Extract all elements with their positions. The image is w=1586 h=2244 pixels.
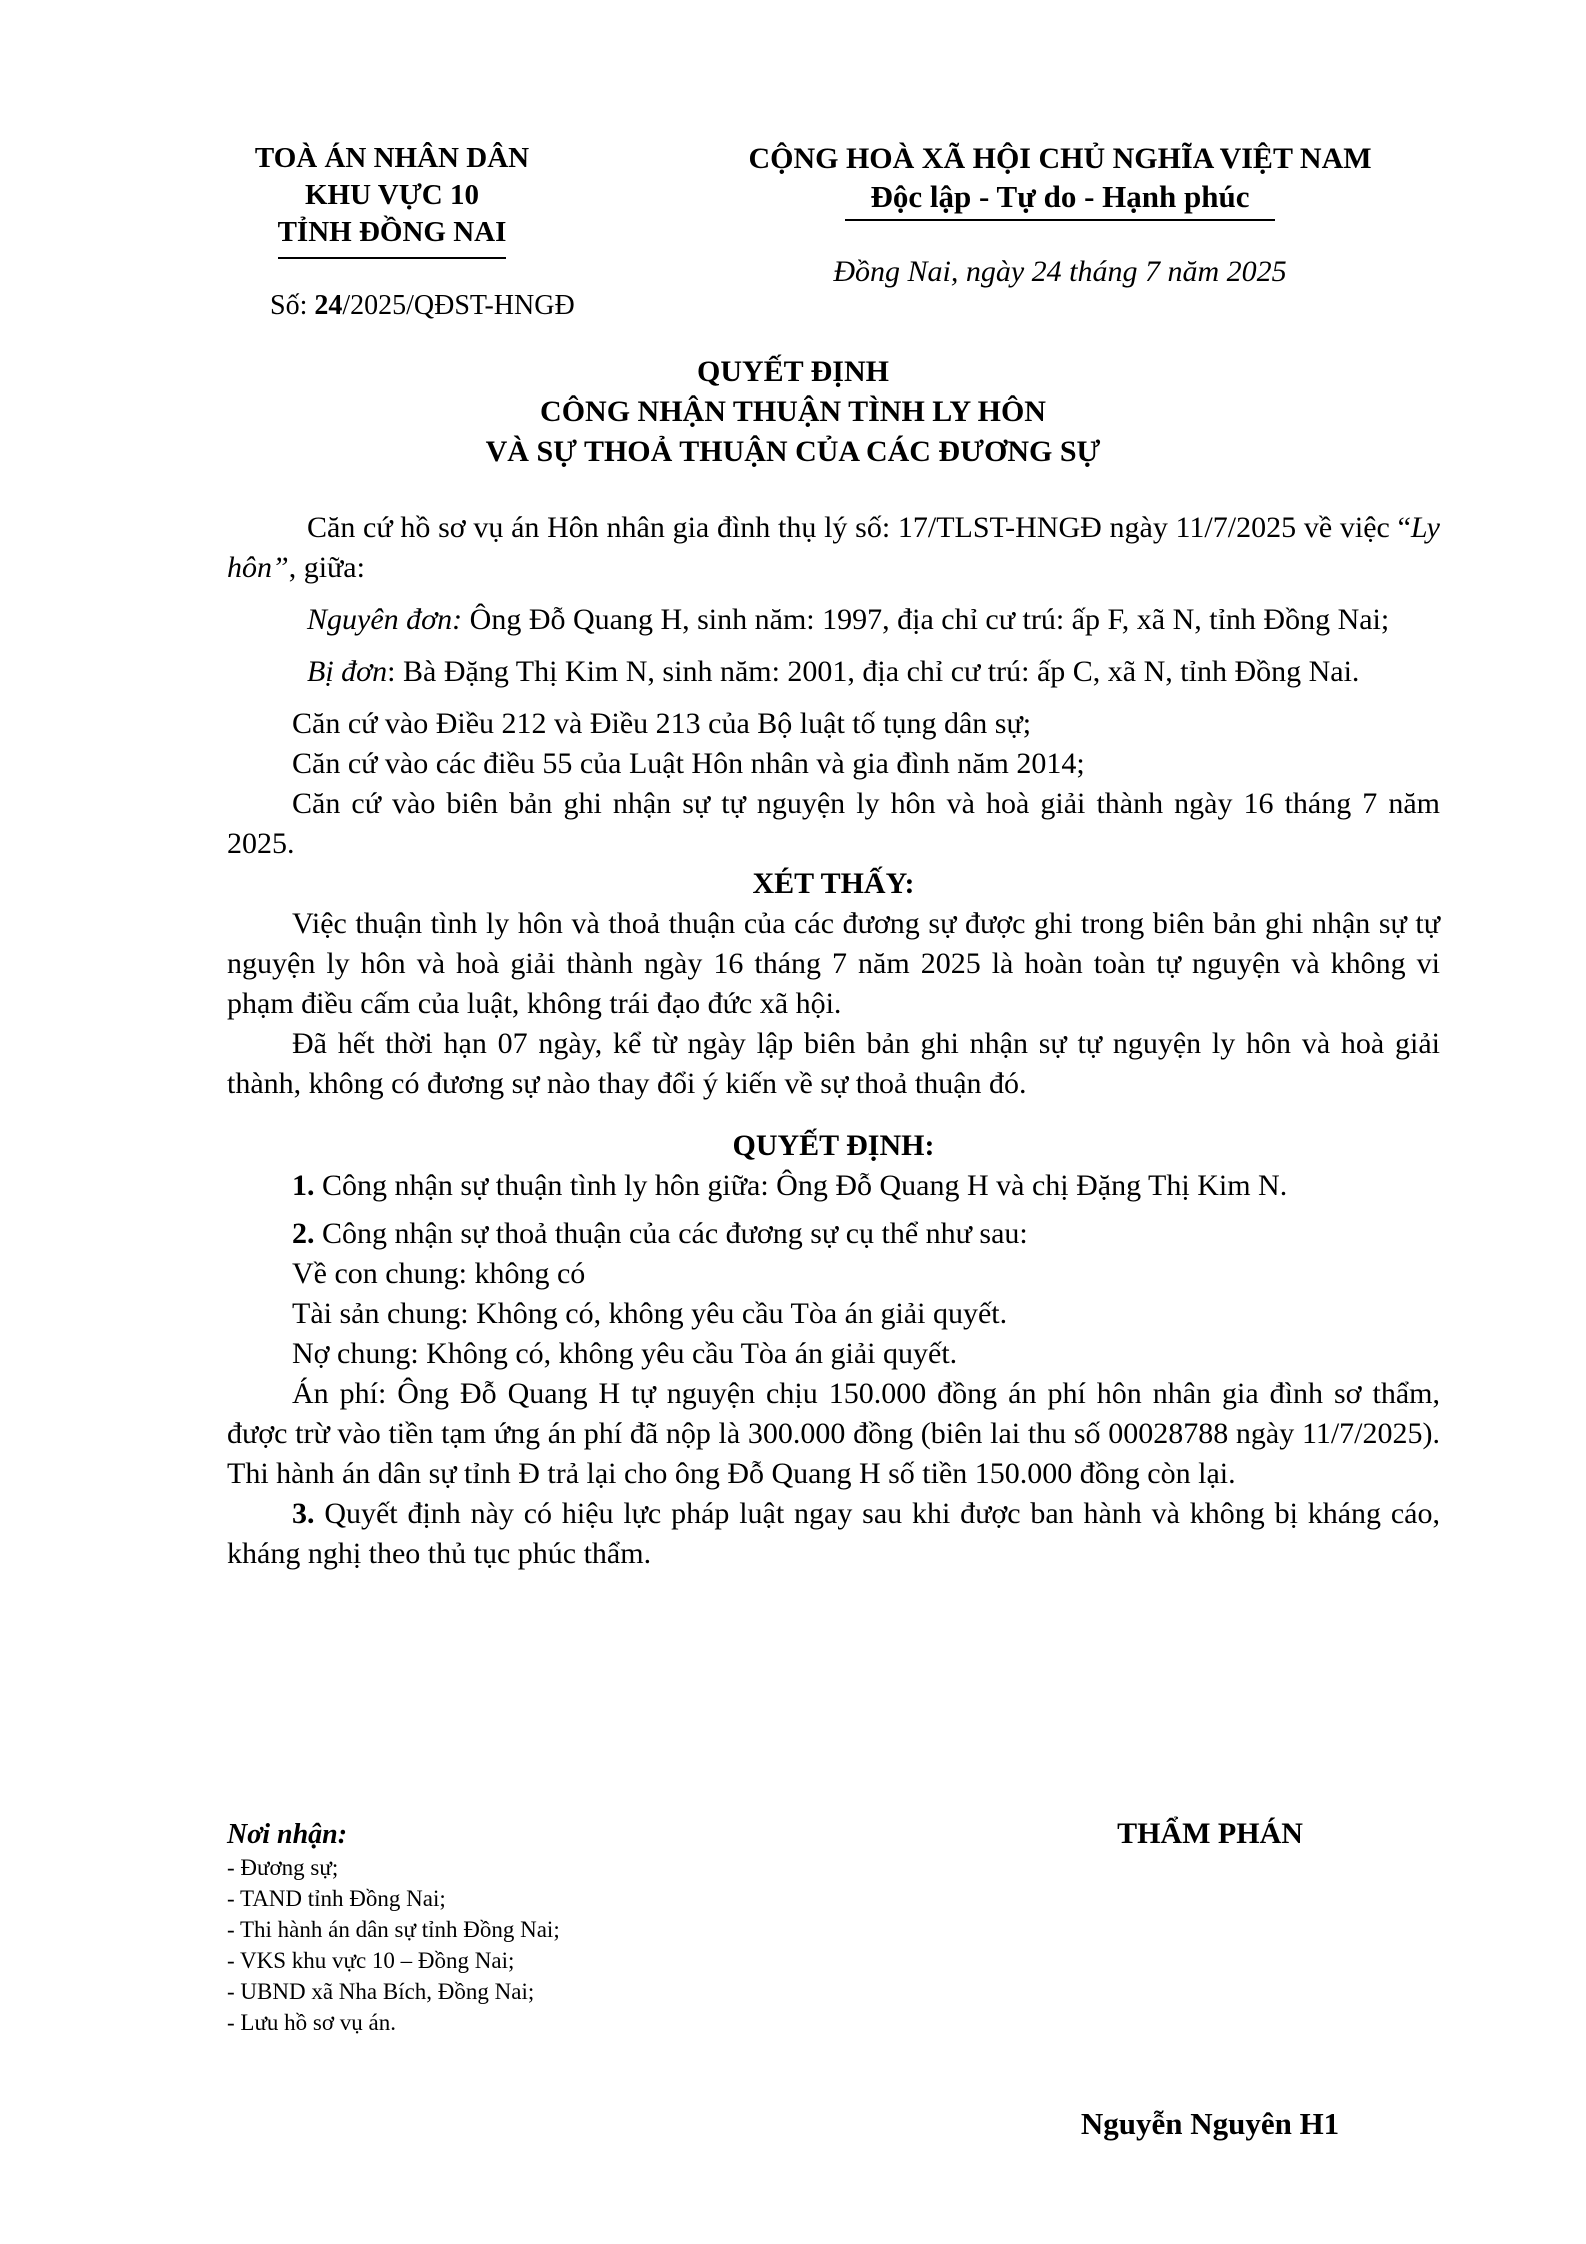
document-body [227,508,1440,1574]
case-type: Ly hôn” [227,511,1440,584]
title-line-2: CÔNG NHẬN THUẬN TÌNH LY HÔN [540,395,1046,428]
signatory-name: Nguyễn Nguyên H1 [1080,2106,1340,2141]
recipient-item: - TAND tỉnh Đồng Nai; [227,1886,446,1911]
national-title: CỘNG HOÀ XÃ HỘI CHỦ NGHĨA VIỆT NAM [748,142,1372,175]
defendant-text: : Bà Đặng Thị Kim N, sinh năm: 2001, địa chỉ cư trú: ấp C, xã N, tỉnh Đồng Nai. [387,655,1360,688]
findings-paragraph-2: Đã hết thời hạn 07 ngày, kể từ ngày lập biên bản ghi nhận sự tự nguyện ly hôn và hoà giải thành, không có đương sự nào thay đổi ý kiến về sự thoả thuận đó. [227,1027,1440,1100]
decision-item-3 [227,1494,1440,1574]
debts-clause: Nợ chung: Không có, không yêu cầu Tòa án giải quyết. [292,1337,958,1370]
decision-item-3-text: Quyết định này có hiệu lực pháp luật ngay sau khi được ban hành và không bị kháng cáo, kháng nghị theo thủ tục phúc thẩm. [227,1497,1440,1570]
document-title [0,352,1586,472]
recipient-item: - Thi hành án dân sự tỉnh Đồng Nai; [227,1917,560,1942]
court-fee-clause: Án phí: Ông Đỗ Quang H tự nguyện chịu 150.000 đồng án phí hôn nhân gia đình sơ thẩm, được trừ vào tiền tạm ứng án phí đã nộp là 300.000 đồng (biên lai thu số 00028788 ngày 11/7/2025). Thi hành án dân sự tỉnh Đ trả lại cho ông Đỗ Quang H số tiền 150.000 đồng còn lại. [227,1377,1440,1490]
defendant-paragraph [227,652,1440,692]
case-basis-text: Căn cứ hồ sơ vụ án Hôn nhân gia đình thụ lý số: 17/TLST-HNGĐ ngày 11/7/2025 về việc “ [307,511,1411,544]
assets-clause: Tài sản chung: Không có, không yêu cầu Tòa án giải quyết. [292,1297,1008,1330]
case-basis-paragraph [227,508,1440,588]
court-header [212,140,572,259]
recipients-block [227,1818,827,2038]
court-name-line-1: TOÀ ÁN NHÂN DÂN [254,142,530,174]
court-name-line-2: KHU VỰC 10 [305,179,479,211]
national-motto: Độc lập - Tự do - Hạnh phúc [870,179,1250,214]
recipient-item: - Đương sự; [227,1855,339,1880]
national-header [700,140,1420,221]
decision-heading: QUYẾT ĐỊNH: [732,1129,935,1162]
recipient-item: - UBND xã Nha Bích, Đồng Nai; [227,1979,535,2004]
legal-basis-3: Căn cứ vào biên bản ghi nhận sự tự nguyện ly hôn và hoà giải thành ngày 16 tháng 7 năm 2025. [227,787,1440,860]
recipients-title: Nơi nhận: [227,1819,348,1850]
legal-basis-1: Căn cứ vào Điều 212 và Điều 213 của Bộ luật tố tụng dân sự; [292,707,1032,740]
defendant-label: Bị đơn [307,655,388,688]
decision-item-2 [227,1214,1440,1254]
case-basis-end: , giữa: [288,551,365,584]
findings-paragraph-1: Việc thuận tình ly hôn và thoả thuận của các đương sự được ghi trong biên bản ghi nhận sự tự nguyện ly hôn và hoà giải thành ngày 16 tháng 7 năm 2025 là hoàn toàn tự nguyện và không vi phạm điều cấm của luật, không trái đạo đức xã hội. [227,907,1440,1020]
findings-heading: XÉT THẤY: [752,867,915,900]
legal-basis-2: Căn cứ vào các điều 55 của Luật Hôn nhân và gia đình năm 2014; [292,747,1085,780]
plaintiff-text: Ông Đỗ Quang H, sinh năm: 1997, địa chỉ cư trú: ấp F, xã N, tỉnh Đồng Nai; [462,603,1390,636]
plaintiff-paragraph [227,600,1440,640]
decision-item-1-text: Công nhận sự thuận tình ly hôn giữa: Ông Đỗ Quang H và chị Đặng Thị Kim N. [314,1169,1288,1202]
document-number-prefix: Số: [270,290,315,321]
title-line-1: QUYẾT ĐỊNH [697,355,889,388]
title-line-3: VÀ SỰ THOẢ THUẬN CỦA CÁC ĐƯƠNG SỰ [485,435,1101,468]
decision-item-1-number: 1. [292,1169,315,1202]
decision-item-2-number: 2. [292,1217,315,1250]
document-number [270,290,575,322]
plaintiff-label: Nguyên đơn: [307,603,463,636]
signatory-role: THẨM PHÁN [1117,1817,1303,1850]
motto-underline [845,219,1275,221]
decision-item-2-text: Công nhận sự thoả thuận của các đương sự cụ thể như sau: [314,1217,1028,1250]
court-name-line-3: TỈNH ĐỒNG NAI [277,216,507,248]
document-number-suffix: /2025/QĐST-HNGĐ [342,290,575,321]
children-clause: Về con chung: không có [292,1257,586,1290]
document-number-value: 24 [314,290,343,321]
recipient-item: - Lưu hồ sơ vụ án. [227,2010,396,2035]
court-header-underline [278,257,506,259]
place-date: Đồng Nai, ngày 24 tháng 7 năm 2025 [833,255,1287,288]
decision-item-1 [227,1166,1440,1206]
decision-item-3-number: 3. [292,1497,315,1530]
recipient-item: - VKS khu vực 10 – Đồng Nai; [227,1948,515,1973]
